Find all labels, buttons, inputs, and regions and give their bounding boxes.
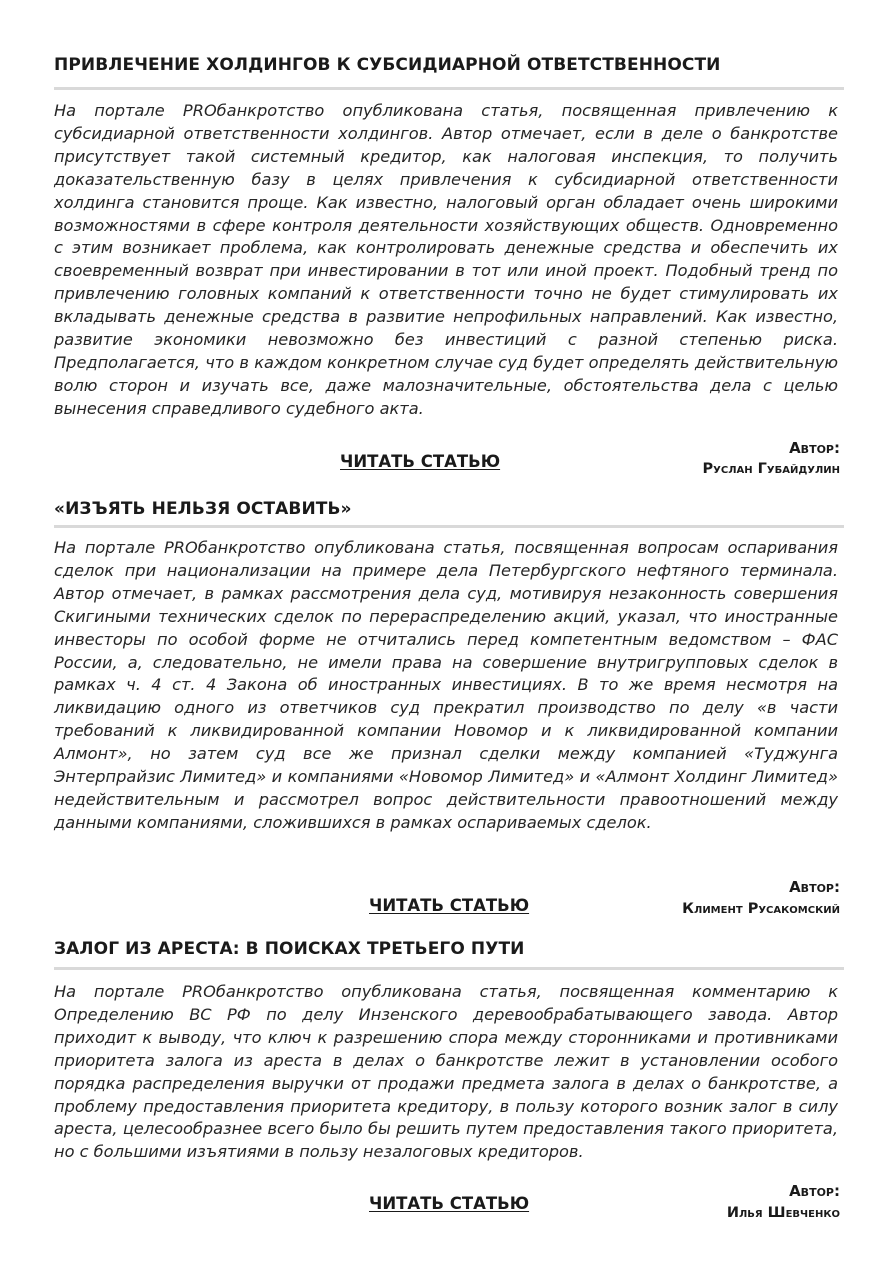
article-summary: На портале PROбанкротство опубликована статья, посвященная комментарию к Определению ВС РФ по делу Инзенского деревообрабатывающего завода. Автор приходит к выводу, что ключ к разрешению спора между сторонниками и противниками приоритета залога из ареста в делах о банкротстве лежит в установлении особого порядка распределения выручки от продажи предмета залога в делах о банкротстве, а проблему предоставления приоритета кредитору, в пользу которого возник залог в силу ареста, целесообразнее всего было бы решить путем предоставления такого приоритета, но с большими изъятиями в пользу незалоговых кредиторов. xyxy=(54,982,838,1162)
article-title: ПРИВЛЕЧЕНИЕ ХОЛДИНГОВ К СУБСИДИАРНОЙ ОТВЕТСТВЕННОСТИ xyxy=(54,55,721,75)
author-label: Автор: xyxy=(789,1182,840,1200)
article-card xyxy=(54,55,840,485)
article-card xyxy=(54,499,840,929)
read-article-link[interactable]: ЧИТАТЬ СТАТЬЮ xyxy=(340,452,501,471)
article-summary: На портале PROбанкротство опубликована статья, посвященная вопросам оспаривания сделок при национализации на примере дела Петербургского нефтяного терминала. Автор отмечает, в рамках рассмотрения дела суд, мотивируя незаконность совершения Скигиными технических сделок по перераспределению акций, указал, что иностранные инвесторы по особой форме не отчитались перед компетентным ведомством – ФАС России, а, следовательно, не имели права на совершение внутригрупповых сделок в рамках ч. 4 ст. 4 Закона об иностранных инвестициях. В то же время несмотря на ликвидацию одного из ответчиков суд прекратил производство по делу «в части требований к ликвидированной компании Новомор и к ликвидированной компании Алмонт», но затем суд все же признал сделки между компанией «Туджунга Энтерпрайзис Лимитед» и компаниями «Новомор Лимитед» и «Алмонт Холдинг Лимитед» недействительным и рассмотрел вопрос действительности правоотношений между данными компаниями, сложившихся в рамках оспариваемых сделок. xyxy=(54,538,838,832)
divider xyxy=(54,87,844,90)
article-title: ЗАЛОГ ИЗ АРЕСТА: В ПОИСКАХ ТРЕТЬЕГО ПУТИ xyxy=(54,939,525,959)
article-summary: На портале PROбанкротство опубликована статья, посвященная привлечению к субсидиарной ответственности холдингов. Автор отмечает, если в деле о банкротстве присутствует такой системный кредитор, как налоговая инспекция, то получить доказательственную базу в целях привлечения к субсидиарной ответственности холдинга становится проще. Как известно, налоговый орган обладает очень широкими возможностями в сфере контроля деятельности хозяйствующих обществ. Одновременно с этим возникает проблема, как контролировать денежные средства и обеспечить их своевременный возврат при инвестировании в тот или иной проект. Подобный тренд по привлечению головных компаний к ответственности точно не будет стимулировать их вкладывать денежные средства в развитие непрофильных направлений. Как известно, развитие экономики невозможно без инвестиций с разной степенью риска. Предполагается, что в каждом конкретном случае суд будет определять действительную волю сторон и изучать все, даже малозначительные, обстоятельства дела с целью вынесения справедливого судебного акта. xyxy=(54,101,838,418)
author-label: Автор: xyxy=(789,878,840,896)
divider xyxy=(54,525,844,528)
divider xyxy=(54,967,844,970)
article-card xyxy=(54,939,840,1239)
author-name: Илья Шевченко xyxy=(726,1205,840,1221)
read-article-link[interactable]: ЧИТАТЬ СТАТЬЮ xyxy=(369,896,530,915)
article-title: «ИЗЪЯТЬ НЕЛЬЗЯ ОСТАВИТЬ» xyxy=(54,499,352,519)
read-article-link[interactable]: ЧИТАТЬ СТАТЬЮ xyxy=(369,1194,530,1213)
author-name: Климент Русакомский xyxy=(682,901,840,917)
author-name: Руслан Губайдулин xyxy=(702,461,840,477)
author-label: Автор: xyxy=(789,439,840,457)
